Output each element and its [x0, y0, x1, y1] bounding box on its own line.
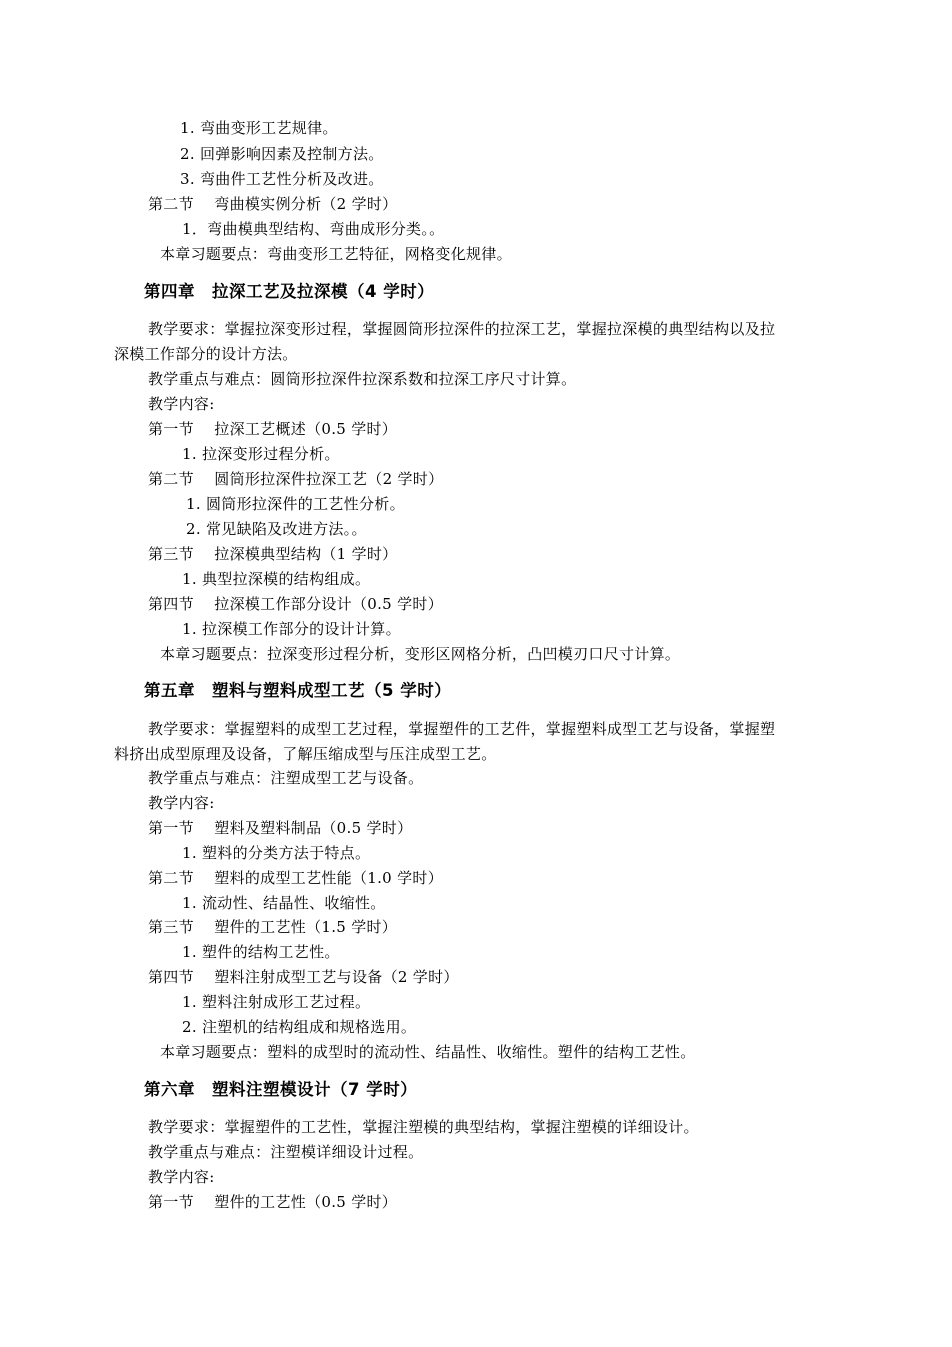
ch4-section-3-item-1: 1. 典型拉深模的结构组成。	[182, 570, 371, 588]
ch5-section-3-item-1: 1. 塑件的结构工艺性。	[182, 943, 340, 961]
ch6-key-points: 教学重点与难点：注塑模详细设计过程。	[148, 1143, 424, 1161]
chapter-6-heading: 第六章 塑料注塑模设计（7 学时）	[144, 1080, 418, 1099]
ch4-key-points: 教学重点与难点：圆筒形拉深件拉深系数和拉深工序尺寸计算。	[148, 370, 577, 388]
ch5-section-2: 第二节 塑料的成型工艺性能（1.0 学时）	[148, 869, 443, 887]
ch4-section-3: 第三节 拉深模典型结构（1 学时）	[148, 545, 398, 563]
ch5-section-1: 第一节 塑料及塑料制品（0.5 学时）	[148, 819, 413, 837]
ch3-section-2: 第二节 弯曲模实例分析（2 学时）	[148, 195, 398, 213]
ch5-requirements-line-2: 料挤出成型原理及设备，了解压缩成型与压注成型工艺。	[114, 745, 497, 763]
ch5-key-points: 教学重点与难点：注塑成型工艺与设备。	[148, 769, 424, 787]
ch5-section-2-item-1: 1. 流动性、结晶性、收缩性。	[182, 894, 386, 912]
ch3-item-3: 3. 弯曲件工艺性分析及改进。	[180, 170, 384, 188]
ch5-requirements-line-1: 教学要求：掌握塑料的成型工艺过程，掌握塑件的工艺件，掌握塑料成型工艺与设备，掌握塑	[148, 720, 776, 738]
ch5-section-4: 第四节 塑料注射成型工艺与设备（2 学时）	[148, 968, 459, 986]
ch4-section-4: 第四节 拉深模工作部分设计（0.5 学时）	[148, 595, 443, 613]
ch4-section-1-item-1: 1. 拉深变形过程分析。	[182, 445, 340, 463]
ch5-section-3: 第三节 塑件的工艺性（1.5 学时）	[148, 918, 398, 936]
ch6-requirements: 教学要求：掌握塑件的工艺性，掌握注塑模的典型结构，掌握注塑模的详细设计。	[148, 1118, 699, 1136]
ch5-exercise-points: 本章习题要点：塑料的成型时的流动性、结晶性、收缩性。塑件的结构工艺性。	[160, 1043, 696, 1061]
ch4-section-4-item-1: 1. 拉深模工作部分的设计计算。	[182, 620, 401, 638]
chapter-5-heading: 第五章 塑料与塑料成型工艺（5 学时）	[144, 681, 452, 700]
ch5-content-label: 教学内容:	[148, 794, 215, 812]
ch5-section-4-item-1: 1. 塑料注射成形工艺过程。	[182, 993, 371, 1011]
ch5-section-1-item-1: 1. 塑料的分类方法于特点。	[182, 844, 371, 862]
ch4-content-label: 教学内容:	[148, 395, 215, 413]
ch3-item-1: 1. 弯曲变形工艺规律。	[180, 119, 338, 137]
ch4-section-2-item-2: 2. 常见缺陷及改进方法。。	[186, 520, 367, 538]
ch4-section-1: 第一节 拉深工艺概述（0.5 学时）	[148, 420, 398, 438]
ch4-section-2: 第二节 圆筒形拉深件拉深工艺（2 学时）	[148, 470, 444, 488]
ch6-content-label: 教学内容:	[148, 1168, 215, 1186]
chapter-4-heading: 第四章 拉深工艺及拉深模（4 学时）	[144, 282, 435, 301]
ch5-section-4-item-2: 2. 注塑机的结构组成和规格选用。	[182, 1018, 417, 1036]
ch4-requirements-line-1: 教学要求：掌握拉深变形过程，掌握圆筒形拉深件的拉深工艺，掌握拉深模的典型结构以及拉	[148, 320, 776, 338]
ch3-exercise-points: 本章习题要点：弯曲变形工艺特征，网格变化规律。	[160, 245, 512, 263]
ch4-requirements-line-2: 深模工作部分的设计方法。	[114, 345, 298, 363]
ch3-item-2: 2. 回弹影响因素及控制方法。	[180, 145, 384, 163]
ch6-section-1: 第一节 塑件的工艺性（0.5 学时）	[148, 1193, 398, 1211]
ch3-section-2-item-1: 1．弯曲模典型结构、弯曲成形分类。。	[182, 220, 445, 238]
ch4-exercise-points: 本章习题要点：拉深变形过程分析，变形区网格分析，凸凹模刃口尺寸计算。	[160, 645, 681, 663]
ch4-section-2-item-1: 1. 圆筒形拉深件的工艺性分析。	[186, 495, 405, 513]
